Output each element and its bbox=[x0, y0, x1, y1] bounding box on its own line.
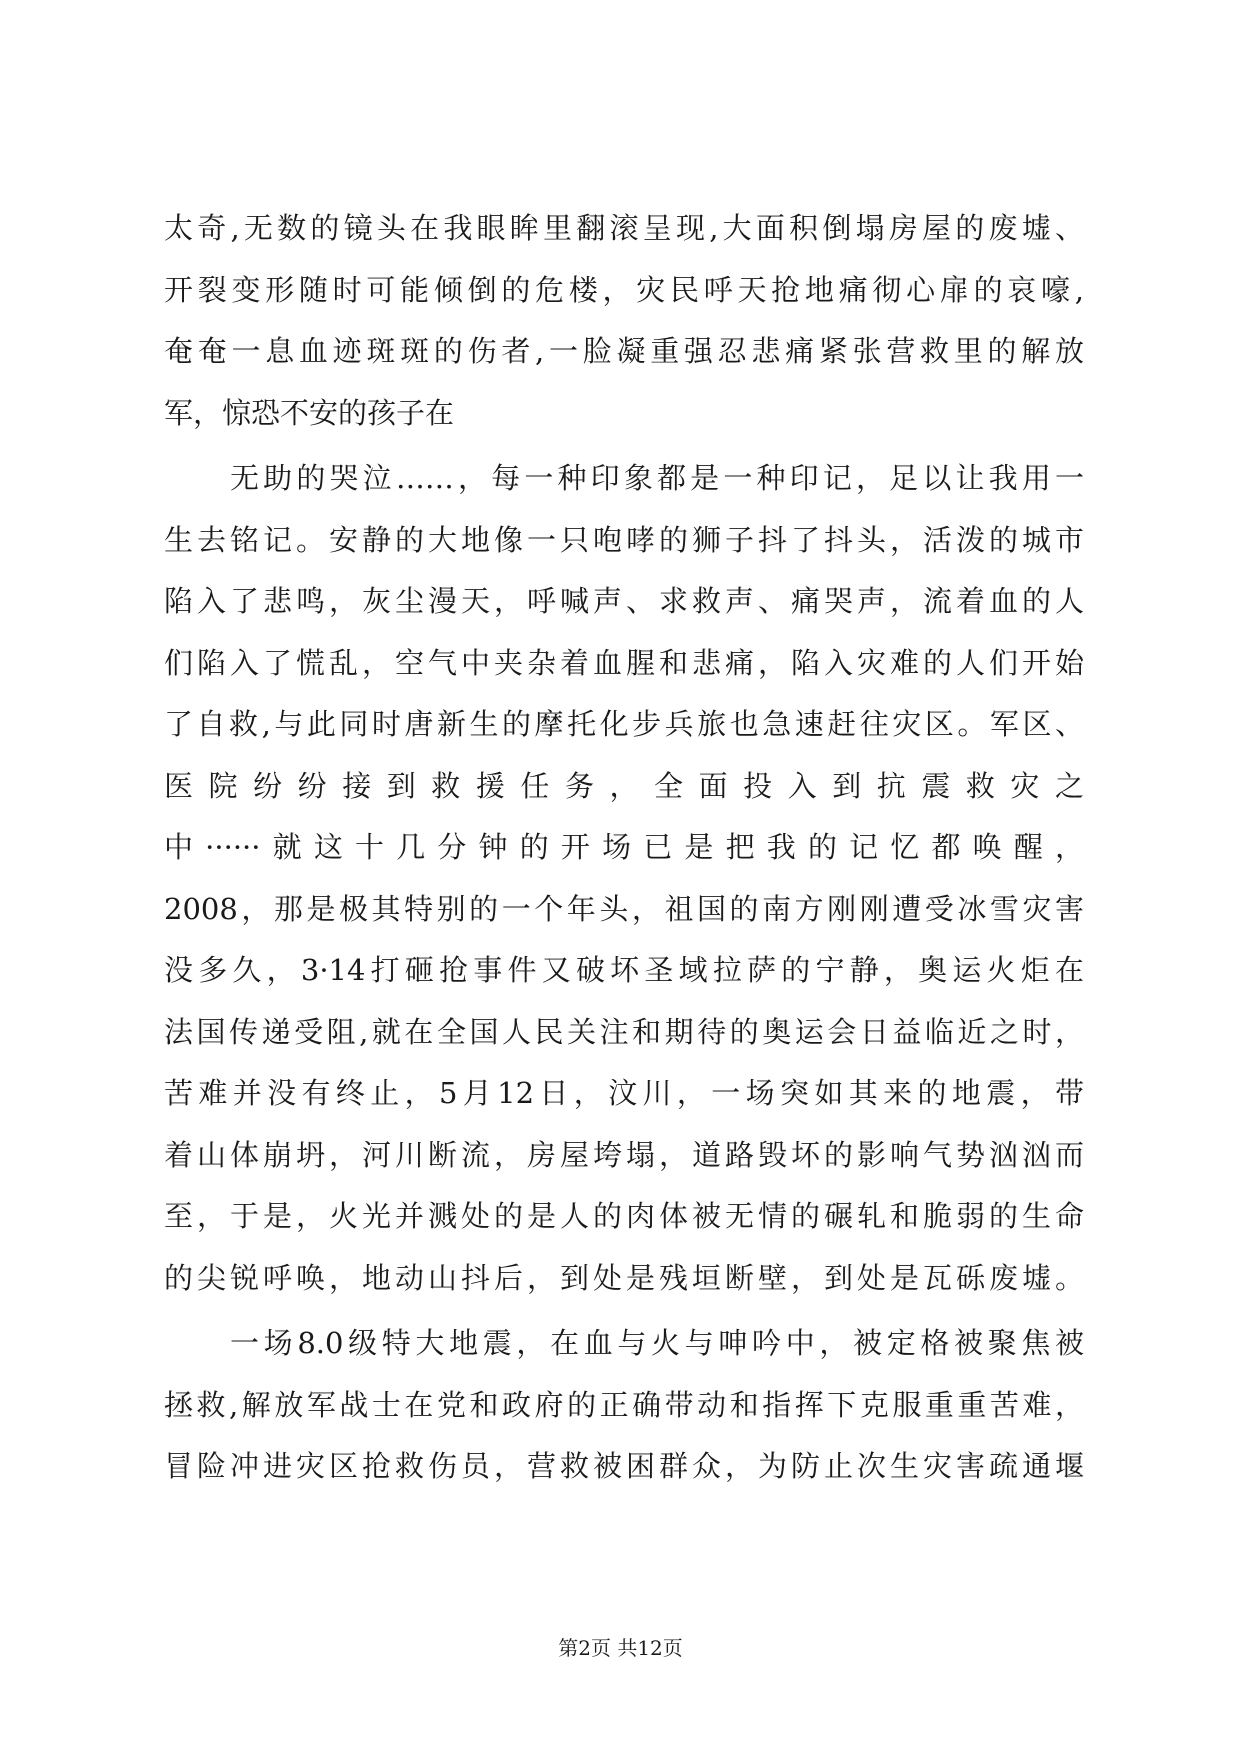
text-line: 法国传递受阻,就在全国人民关注和期待的奥运会日益临近之时， bbox=[164, 1014, 1084, 1049]
text-line: 至，于是，火光并溅处的是人的肉体被无情的碾轧和脆弱的生命 bbox=[164, 1199, 1084, 1233]
text-line: 拯救,解放军战士在党和政府的正确带动和指挥下克服重重苦难， bbox=[164, 1387, 1084, 1422]
text-line: 陷入了悲鸣，灰尘漫天，呼喊声、求救声、痛哭声，流着血的人 bbox=[164, 584, 1084, 618]
text-line: 中······就这十几分钟的开场已是把我的记忆都唤醒， bbox=[164, 830, 1084, 864]
text-line: 冒险冲进灾区抢救伤员，营救被困群众，为防止次生灾害疏通堰 bbox=[164, 1449, 1084, 1483]
text-line: 2008，那是极其特别的一个年头，祖国的南方刚刚遭受冰雪灾害 bbox=[164, 891, 1084, 926]
text-line: 太奇,无数的镜头在我眼眸里翻滚呈现,大面积倒塌房屋的废墟、 bbox=[164, 211, 1084, 245]
text-line: 医院纷纷接到救援任务，全面投入到抗震救灾之 bbox=[164, 768, 1084, 803]
paragraph-first-line: 一场8.0级特大地震，在血与火与呻吟中，被定格被聚焦被 bbox=[230, 1326, 1084, 1360]
body-text bbox=[164, 198, 1084, 1498]
text-line: 着山体崩坍，河川断流，房屋垮塌，道路毁坏的影响气势汹汹而 bbox=[164, 1137, 1084, 1172]
text-line: 的尖锐呼唤，地动山抖后，到处是残垣断壁，到处是瓦砾废墟。 bbox=[164, 1260, 1084, 1295]
text-line: 军，惊恐不安的孩子在 bbox=[164, 395, 455, 430]
page-number-footer: 第2页 共12页 bbox=[558, 1636, 683, 1660]
text-line: 生去铭记。安静的大地像一只咆哮的狮子抖了抖头，活泼的城市 bbox=[164, 522, 1084, 557]
text-line: 开裂变形随时可能倾倒的危楼，灾民呼天抢地痛彻心扉的哀嚎, bbox=[164, 272, 1084, 307]
text-line: 们陷入了慌乱，空气中夹杂着血腥和悲痛，陷入灾难的人们开始 bbox=[164, 645, 1084, 680]
text-line: 奄奄一息血迹斑斑的伤者,一脸凝重强忍悲痛紧张营救里的解放 bbox=[164, 334, 1084, 368]
text-line: 了自救,与此同时唐新生的摩托化步兵旅也急速赶往灾区。军区、 bbox=[164, 707, 1084, 741]
text-line: 苦难并没有终止，5月12日，汶川，一场突如其来的地震，带 bbox=[164, 1076, 1084, 1110]
text-line: 没多久，3·14打砸抢事件又破坏圣域拉萨的宁静，奥运火炬在 bbox=[164, 953, 1084, 987]
paragraph-first-line: 无助的哭泣……，每一种印象都是一种印记，足以让我用一 bbox=[230, 461, 1084, 495]
